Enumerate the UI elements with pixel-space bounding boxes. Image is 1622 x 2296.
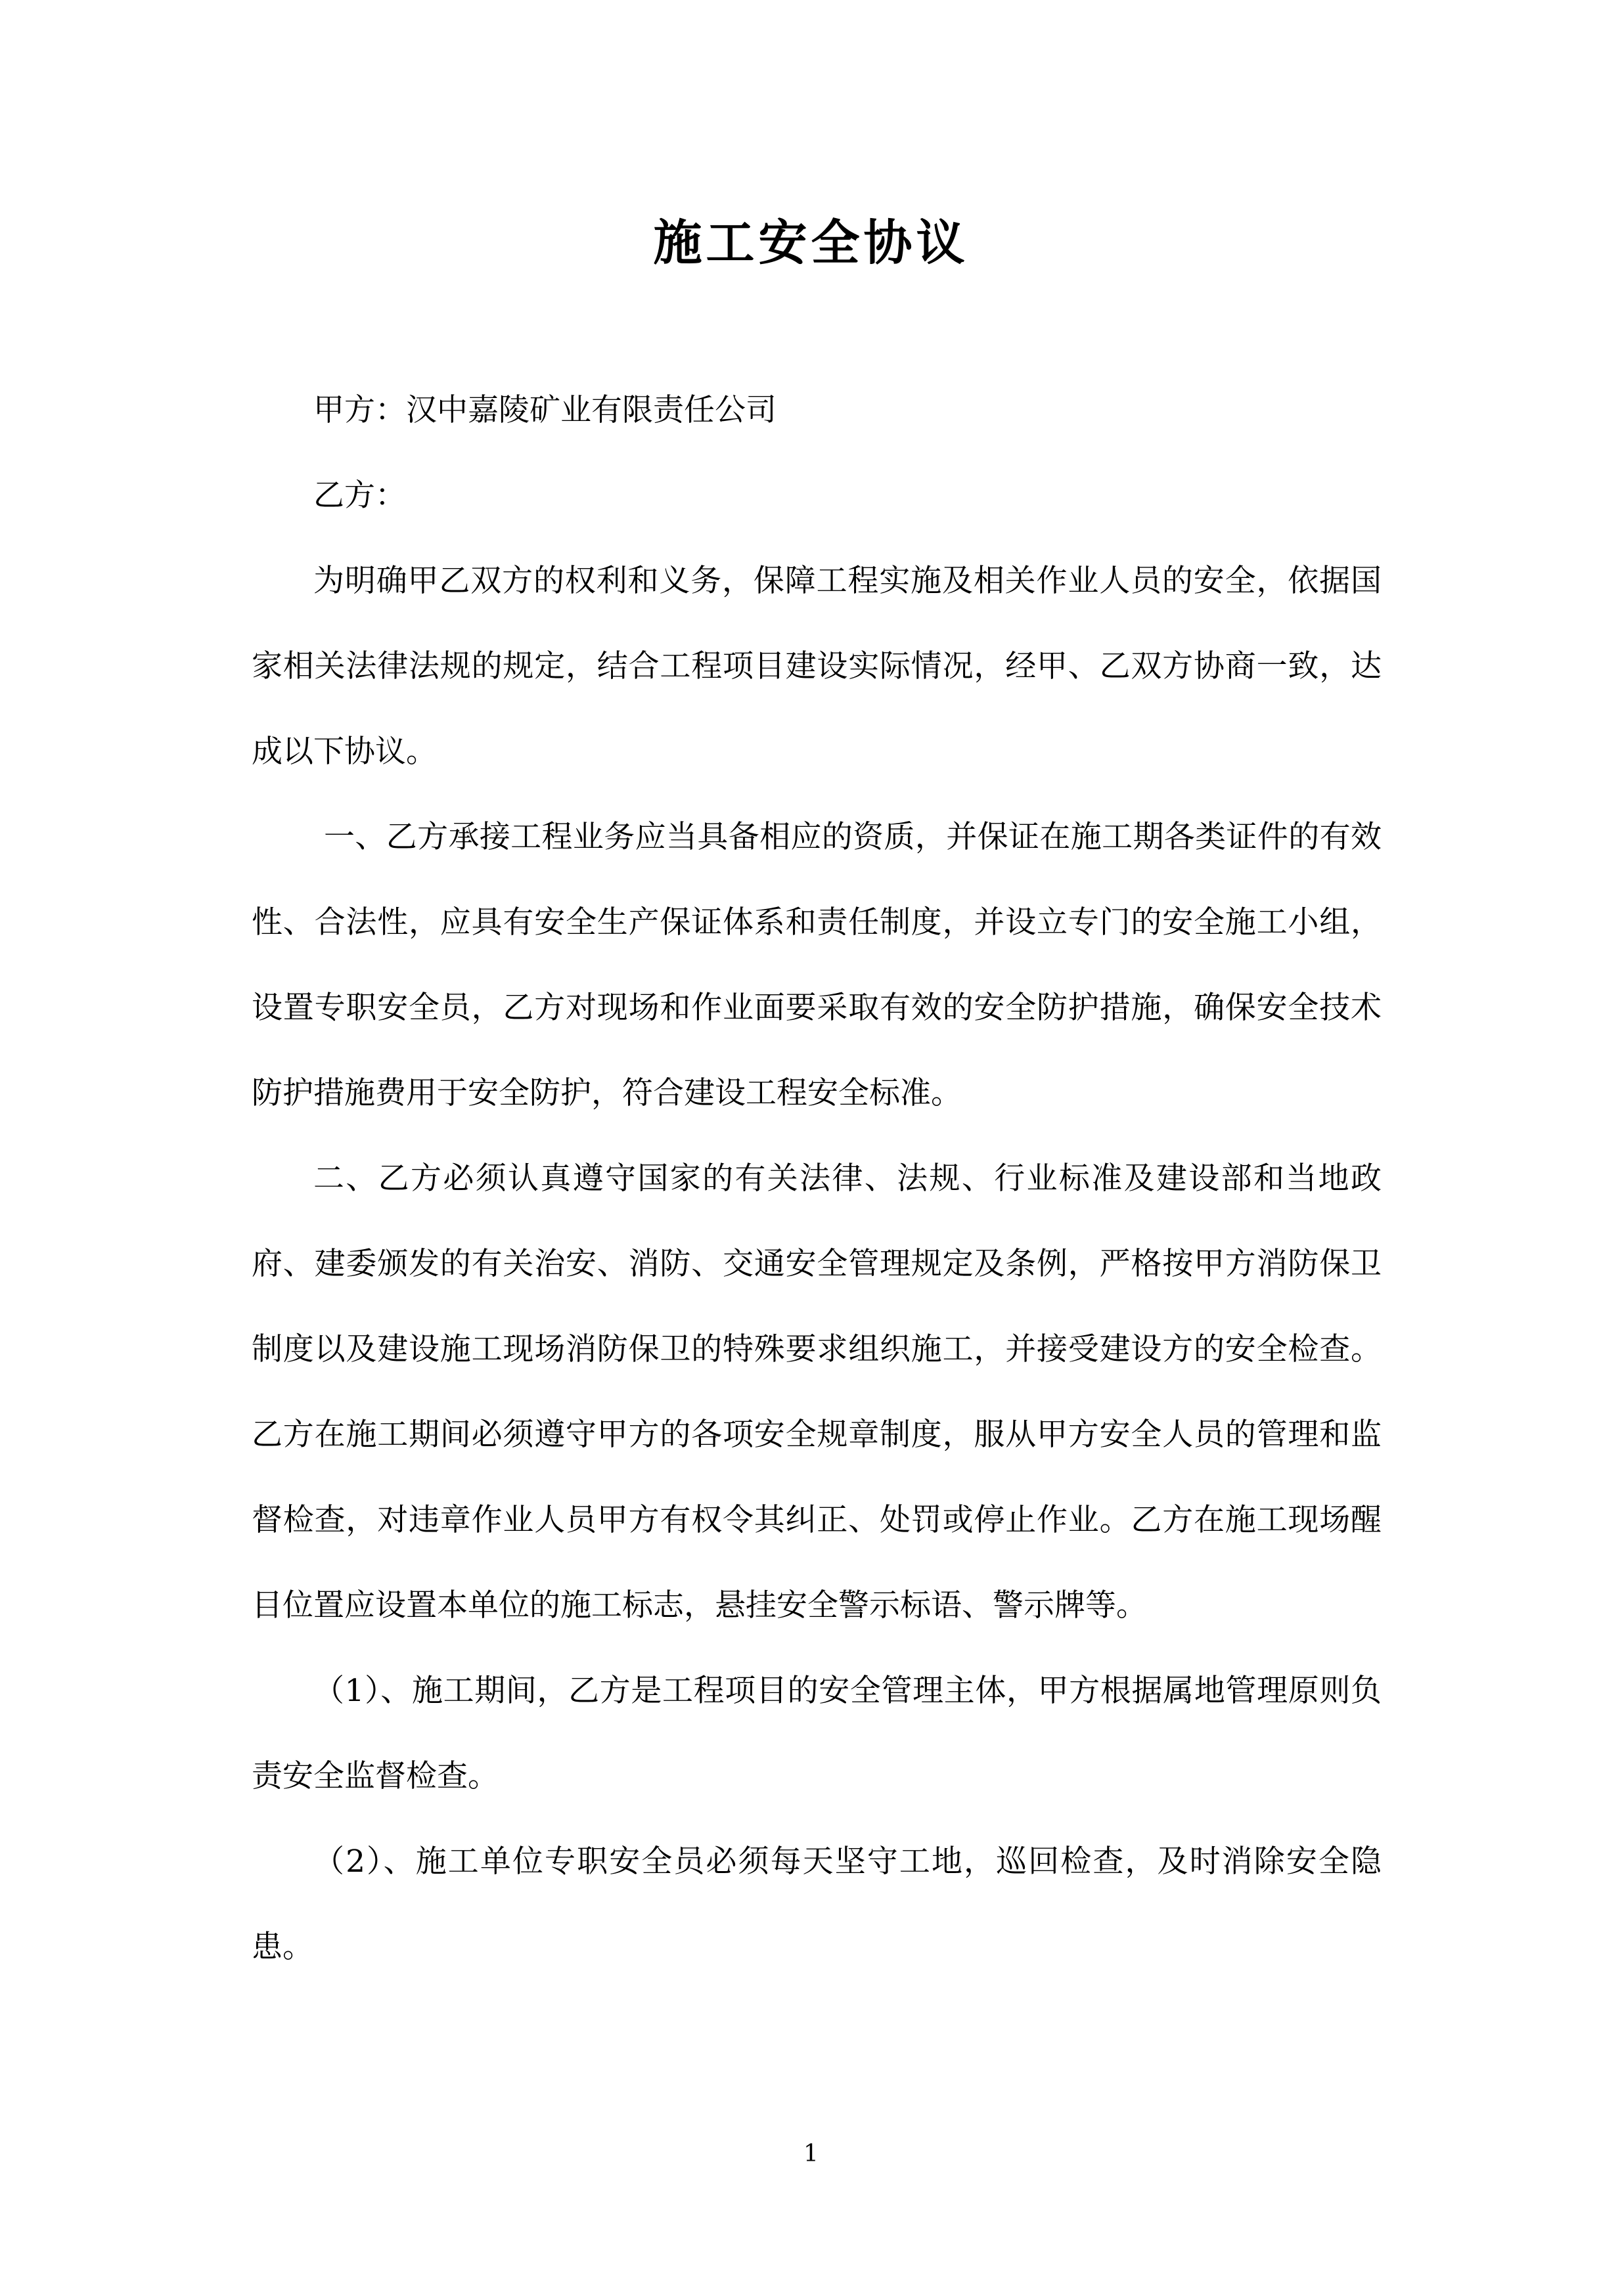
preamble-paragraph: 为明确甲乙双方的权利和义务，保障工程实施及相关作业人员的安全，依据国家相关法律法规的规定，结合工程项目建设实际情况，经甲、乙双方协商一致，达成以下协议。 [252, 563, 1382, 770]
sub-clause-1-paragraph: （1）、施工期间，乙方是工程项目的安全管理主体，甲方根据属地管理原则负责安全监督检查。 [252, 1673, 1382, 1794]
party-b-line: 乙方： [313, 477, 406, 514]
page-number: 1 [803, 2140, 819, 2167]
clause-two-paragraph: 二、乙方必须认真遵守国家的有关法律、法规、行业标准及建设部和当地政府、建委颁发的有关治安、消防、交通安全管理规定及条例，严格按甲方消防保卫制度以及建设施工现场消防保卫的特殊要求组织施工，并接受建设方的安全检查。乙方在施工期间必须遵守甲方的各项安全规章制度，服从甲方安全人员的管理和监督检查，对违章作业人员甲方有权令其纠正、处罚或停止作业。乙方在施工现场醒目位置应设置本单位的施工标志，悬挂安全警示标语、警示牌等。 [252, 1160, 1382, 1623]
party-a-line: 甲方：汉中嘉陵矿业有限责任公司 [313, 392, 777, 428]
document-title: 施工安全协议 [653, 215, 969, 271]
clause-one-paragraph: 一、乙方承接工程业务应当具备相应的资质，并保证在施工期各类证件的有效性、合法性，应具有安全生产保证体系和责任制度，并设立专门的安全施工小组，设置专职安全员，乙方对现场和作业面要采取有效的安全防护措施，确保安全技术防护措施费用于安全防护，符合建设工程安全标准。 [252, 819, 1382, 1111]
sub-clause-2-paragraph: （2）、施工单位专职安全员必须每天坚守工地，巡回检查，及时消除安全隐患。 [252, 1843, 1382, 1965]
document-body [252, 368, 1382, 1990]
